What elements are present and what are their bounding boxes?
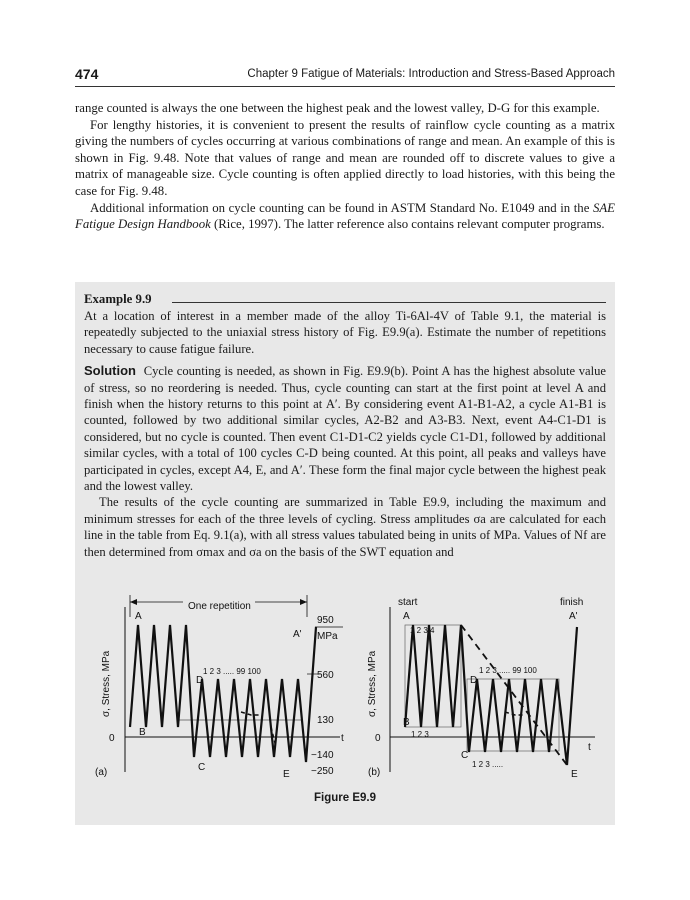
a-cycle-counts: 1 2 3 ..... 99 100: [203, 667, 261, 676]
a-level-950: 950: [317, 615, 334, 626]
a-rep-label: One repetition: [188, 601, 251, 612]
body-text: [75, 100, 615, 233]
chapter-title: Chapter 9 Fatigue of Materials: Introduction and Stress-Based Approach: [247, 68, 615, 80]
handbook-title: SAE Fatigue Design Handbook: [75, 200, 615, 232]
a-label-C: C: [198, 762, 206, 773]
b-label-A-prime: A': [569, 611, 578, 622]
a-level-minus-140: −140: [311, 750, 334, 761]
example-rule: [172, 302, 606, 303]
a-ylabel: σ, Stress, MPa: [101, 650, 112, 717]
figure-e9-9: [75, 587, 615, 787]
b-b-counts: 1 2 3: [411, 730, 429, 739]
a-label-A: A: [135, 611, 142, 622]
paragraph-1: range counted is always the one between the highest peak and the lowest valley, D-G for this example.: [75, 101, 600, 115]
example-box: [75, 282, 615, 825]
solution-text: Cycle counting is needed, as shown in Fig. E9.9(b). Point A has the highest absolute value of stress, so no reordering is needed. Thus, cycle counting can start at the first point at level A and finish when the history returns to this point at A′. By considering event A1-B1-A2, a cycle A1-B1 is counted, followed by two additional similar cycles, A2-B2 and A3-B3. Next, event A4-C1-D1 is considered, but no cycle is counted. Then event C1-D1-C2 yields cycle C1-D1, followed by additional similar cycles, with a total of 100 cycles C-D being counted. At this point, all peaks and valleys have participated in cycles, except A4, E, and A′. These form the final major cycle between the highest peak and the lowest valley.: [84, 364, 606, 494]
b-major-cycle-dash: [461, 625, 567, 765]
a-panel-label: (a): [95, 767, 108, 778]
a-level-minus-250: −250: [311, 766, 334, 777]
solution-paragraph-2: The results of the cycle counting are summarized in Table E9.9, including the maximum and minimum stresses for each of the three levels of cycling. Stress amplitudes σa are calculated for each line in the table from Eq. 9.1(a), with all stress values tabulated being in units of MPa. Values of Nf are then determined from σmax and σa on the basis of the SWT equation and: [84, 495, 606, 559]
b-label-D: D: [470, 675, 478, 686]
example-text: [84, 308, 606, 560]
b-c-counts: 1 2 3 .....: [472, 760, 504, 769]
page-number: 474: [75, 66, 99, 82]
a-t: t: [341, 733, 344, 744]
b-label-A: A: [403, 611, 410, 622]
a-label-E: E: [283, 769, 290, 780]
example-heading: [84, 290, 606, 306]
b-zero: 0: [375, 733, 381, 744]
solution-paragraph: [84, 363, 606, 494]
example-problem: At a location of interest in a member made of the alloy Ti-6Al-4V of Table 9.1, the material is repeatedly subjected to the uniaxial stress history of Fig. E9.9(a). Estimate the number of repetitions necessary to cause fatigue failure.: [84, 309, 606, 356]
header-rule: [75, 86, 615, 87]
a-level-130: 130: [317, 715, 334, 726]
panel-a: [125, 595, 340, 772]
a-stress-history: [130, 625, 316, 762]
paragraph-3: Additional information on cycle counting can be found in ASTM Standard No. E1049 and in the SAE Fatigue Design Handbook (Rice, 1997). The latter reference also contains relevant computer programs.: [75, 200, 615, 232]
a-rep-arrow-left: [130, 599, 137, 605]
b-start: start: [398, 597, 418, 608]
a-dash-1: [241, 712, 259, 715]
b-d-counts: 1 2 3 ..... 99 100: [479, 666, 537, 675]
figure-caption: Figure E9.9: [314, 792, 376, 804]
a-label-B: B: [139, 727, 146, 738]
a-zero: 0: [109, 733, 115, 744]
a-level-560: 560: [317, 670, 334, 681]
b-label-C: C: [461, 750, 469, 761]
paragraph-2: For lengthy histories, it is convenient to present the results of rainflow cycle counting as a matrix giving the numbers of cycles occurring at various combinations of range and mean. An example of this is shown in Fig. 9.48. Note that values of range and mean are rounded off to discrete values to give a matrix of manageable size. Cycle counting is often applied directly to load histories, with this being the case for Fig. 9.48.: [75, 117, 615, 198]
b-panel-label: (b): [368, 767, 381, 778]
b-ylabel: σ, Stress, MPa: [367, 650, 378, 717]
example-title: Example 9.9: [84, 292, 158, 306]
a-label-A-prime: A': [293, 629, 302, 640]
a-rep-arrow-right: [300, 599, 307, 605]
b-t: t: [588, 742, 591, 753]
a-units: MPa: [317, 631, 338, 642]
a-label-D: D: [196, 675, 204, 686]
running-header: [75, 66, 615, 84]
solution-label: Solution: [84, 363, 136, 379]
b-finish: finish: [560, 597, 584, 608]
b-label-B: B: [403, 717, 410, 728]
b-a-counts: 1 2 3 4: [410, 626, 435, 635]
b-label-E: E: [571, 769, 578, 780]
figure-svg: [75, 587, 615, 787]
